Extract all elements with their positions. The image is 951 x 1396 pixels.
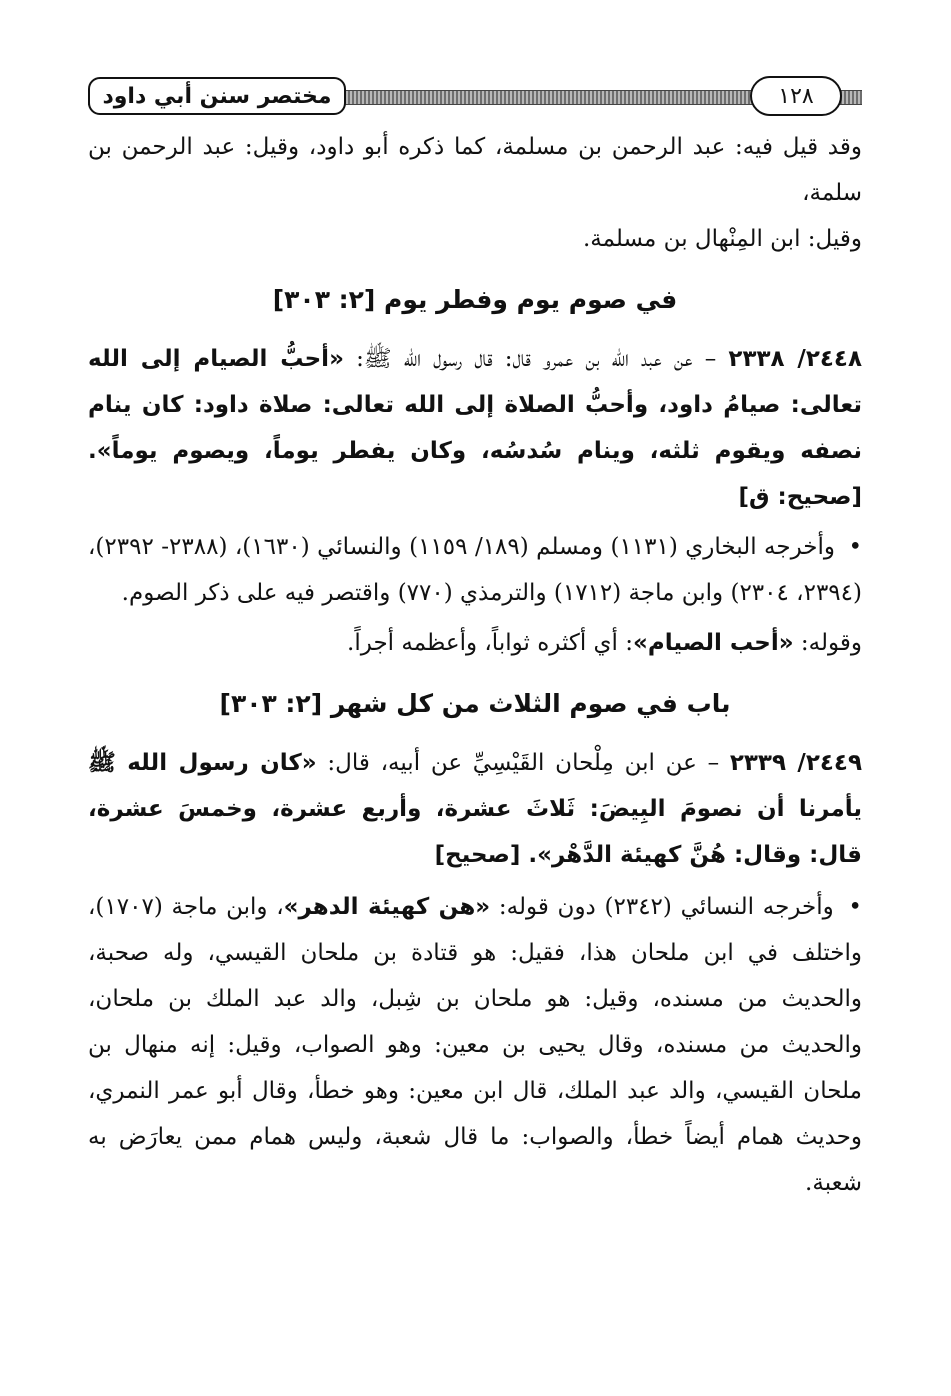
explanation-prefix: وقوله: — [793, 630, 862, 656]
takhrij-2448 — [88, 524, 862, 616]
hadith-chain: – عن ابن مِلْحان القَيْسِيِّ عن أبيه، قال: — [316, 750, 730, 776]
explanation-2448 — [88, 620, 862, 666]
running-header — [88, 74, 862, 120]
takhrij-2449 — [88, 884, 862, 1206]
takhrij-text: ، وابن ماجة (١٧٠٧)، واختلف في ابن ملحان هذا، فقيل: هو قتادة بن ملحان القيسي، وله صحبة، والحديث من مسنده، وقيل: هو ملحان بن شِبل، والد عبد الملك بن ملحان، والحديث من مسنده، وقال يحيى بن معين: وهو الصواب، وقيل: إنه منهال بن ملحان القيسي، والد عبد الملك، قال ابن معين: وهو خطأ، وقال أبو عمر النمري، وحديث همام أيضاً خطأ، والصواب: ما قال شعبة، وليس همام ممن يعارَض به شعبة. — [88, 894, 862, 1196]
takhrij-term: «هن كهيئة الدهر» — [283, 894, 491, 920]
hadith-text: «أحبُّ الصيام إلى الله تعالى: صيامُ داود، وأحبُّ الصلاة إلى الله تعالى: صلاة داود: كان ينام نصفه ويقوم ثلثه، وينام سُدسُه، وكان يفطر يوماً، ويصوم يوماً». [صحيح: ق] — [88, 346, 862, 510]
intro-line-1: وقد قيل فيه: عبد الرحمن بن مسلمة، كما ذكره أبو داود، وقيل: عبد الرحمن بن سلمة، — [88, 134, 862, 206]
page-number: ١٢٨ — [750, 76, 842, 116]
hadith-chain: – عن عبد الله بن عمرو قال: قال رسول الله ﷺ: — [343, 346, 729, 372]
bullet-icon: • — [848, 534, 863, 560]
section-heading-2: باب في صوم الثلاث من كل شهر [٢: ٣٠٣] — [219, 689, 731, 718]
explanation-term: «أحب الصيام» — [633, 630, 794, 656]
hadith-number: ٢٤٤٨/ ٢٣٣٨ — [728, 346, 862, 372]
hadith-2448 — [88, 336, 862, 520]
takhrij-prefix: وأخرجه النسائي (٢٣٤٢) دون قوله: — [490, 894, 834, 920]
section-heading-1: في صوم يوم وفطر يوم [٢: ٣٠٣] — [272, 285, 678, 314]
page-body — [88, 124, 862, 1206]
explanation-text: : أي أكثره ثواباً، وأعظمه أجراً. — [347, 630, 633, 656]
hadith-number: ٢٤٤٩/ ٢٣٣٩ — [729, 750, 862, 776]
book-title: مختصر سنن أبي داود — [88, 77, 346, 115]
bullet-icon: • — [848, 894, 862, 920]
intro-line-2: وقيل: ابن المِنْهال بن مسلمة. — [582, 226, 862, 252]
hadith-text: «كان رسول الله ﷺ يأمرنا أن نصومَ البِيضَ: ثَلاثَ عشرة، وأربع عشرة، وخمسَ عشرة، قال: وقال: هُنَّ كهيئة الدَّهْر». [صحيح] — [88, 750, 862, 868]
takhrij-text: وأخرجه البخاري (١١٣١) ومسلم (١٨٩/ ١١٥٩) والنسائي (١٦٣٠)، (٢٣٨٨- ٢٣٩٢)، (٢٣٩٤، ٢٣٠٤) وابن ماجة (١٧١٢) والترمذي (٧٧٠) واقتصر فيه على ذكر الصوم. — [88, 534, 862, 606]
hadith-2449 — [88, 740, 862, 878]
